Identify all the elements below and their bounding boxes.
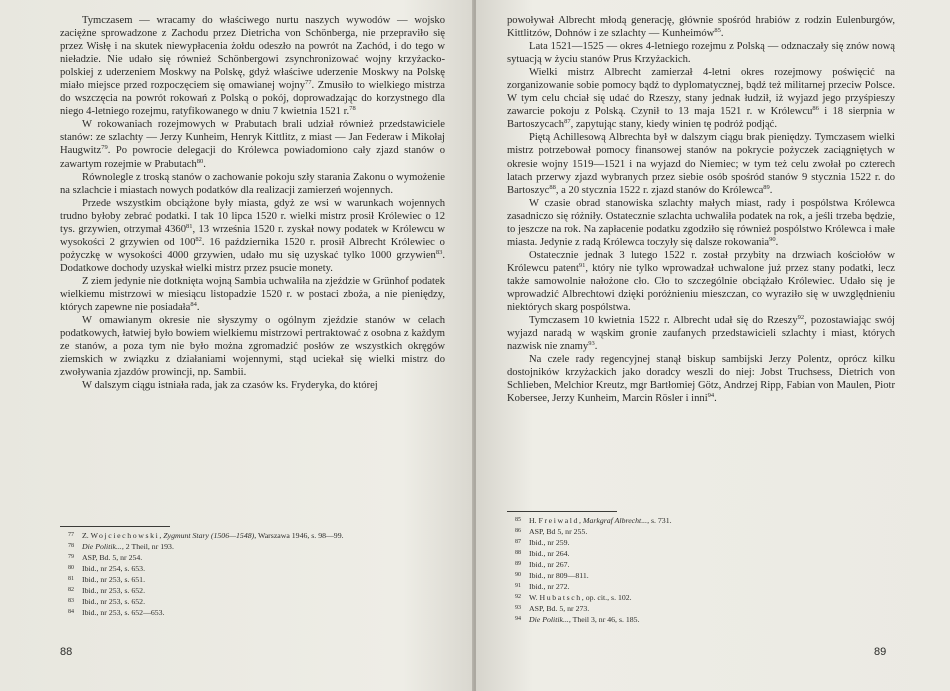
footnote-ref: 91 (578, 261, 586, 269)
text-run: Tymczasem 10 kwietnia 1522 r. Albrecht udał się do Rzeszy (529, 315, 798, 327)
footnote-ref: 89 (763, 183, 770, 191)
text-run: . (720, 28, 724, 40)
text-run: ASP, Bd. 5, nr 273. (529, 604, 590, 613)
text-run: . (203, 158, 206, 170)
paragraph (60, 171, 445, 197)
text-run: W omawianym okresie nie słyszymy o ogólnym zjeździe stanów w celach podatkowych, łatwiej było bowiem wielkiemu mistrzowi pertraktować z osobna z każdym ze stanów, a poza tym nie było można zgromadzić posłów ze wszystkich okręgów ziemskich w związku z działaniami wojennymi, stąd uciekał się wielki mistrz do zwoływania zjazdów prowincji, np. Sambii. (60, 315, 445, 379)
left-page-number: 88 (60, 646, 73, 658)
paragraph (60, 14, 445, 118)
text-run: Ibid., nr 253, s. 651. (82, 575, 146, 584)
footnote-number: 89 (515, 561, 521, 567)
footnote (507, 537, 895, 548)
right-body-text (507, 14, 895, 405)
paragraph (60, 379, 445, 392)
footnote-number: 78 (68, 543, 74, 549)
paragraph (507, 249, 895, 314)
footnote-number: 79 (68, 554, 74, 560)
footnote (507, 614, 895, 625)
footnote (60, 563, 445, 574)
footnote (507, 548, 895, 559)
left-body-text (60, 14, 445, 392)
text-run: , a 20 stycznia 1522 r. zjazd stanów do Królewca (555, 184, 764, 196)
right-footnote-rule (507, 511, 617, 512)
footnote (507, 592, 895, 603)
footnote-ref: 92 (797, 314, 805, 322)
text-run: . (196, 302, 200, 314)
footnote (507, 559, 895, 570)
footnote-ref: 77 (305, 79, 312, 87)
footnote-ref: 81 (186, 222, 193, 230)
footnote (507, 526, 895, 537)
text-run: . (769, 184, 773, 196)
paragraph (60, 314, 445, 379)
footnote-number: 94 (515, 616, 521, 622)
paragraph (507, 314, 895, 353)
footnote (507, 581, 895, 592)
footnote-ref: 80 (196, 157, 204, 165)
footnote-ref: 94 (707, 392, 715, 400)
footnote-ref: 86 (812, 105, 819, 113)
text-run: Tymczasem — wracamy do właściwego nurtu naszych wywodów — wojsko zaciężne sprowadzone z Zachodu przez Dietricha von Schönberga, nie przepraviło się przez Wisłę i na skutek niewypłacenia żołdu odeszło na powrót na Zachód, i do tego w nieładzie. Nie udało się również Schönbergowi zsynchronizować wojny krzyżacko-polskiej z uderzeniem Moskwy na Polskę, gdyż właściwe uderzenie Moskwy na Polskę miało miejsce przed rozpoczęciem się omawianej wojny (60, 15, 445, 92)
footnote-number: 85 (515, 517, 521, 523)
text-run: , który nie tylko wprowadzał uchwalone już przez stany podatki, lecz także samowolnie nałożone cło. Cło to szczególnie obciążało Królewiec. Udało się je wprowadzić Albrechtowi dzięki poróżnieniu mieszczan, co wyraziło się w uwzględnieniu niektórych skarg pospólstwa. (507, 262, 895, 314)
footnote (60, 530, 445, 541)
text-run: Piętą Achillesową Albrechta był w dalszym ciągu brak pieniędzy. Tymczasem wielki mistrz potrzebował pomocy finansowej stanów na pokrycie pożyczek zaciągniętych w okresie wojny 1519—1521 i na wyjazd do Niemiec; w tym też celu zwołał po czterech latach przerwy zjazd wybranych przez siebie osób spośród stanów 9 stycznia 1522 r. do Bartoszyc (507, 132, 895, 196)
text-run: Z. (82, 531, 91, 540)
footnote-number: 92 (515, 594, 521, 600)
text-run: Ostatecznie jednak 3 lutego 1522 r. został przybity na drzwiach kościołów w Królewcu patent (507, 249, 895, 274)
footnote-number: 88 (515, 550, 521, 556)
text-run: Ibid., nr 253, s. 652. (82, 597, 146, 606)
paragraph (60, 118, 445, 170)
footnote-ref: 79 (101, 144, 108, 152)
text-run: , Theil 3, nr 46, s. 185. (568, 615, 640, 624)
footnote (507, 570, 895, 581)
author-name: Wojciechowski (90, 531, 160, 540)
text-run: W czasie obrad stanowiska szlachty małych miast, rady i pospólstwa Królewca zasadniczo się różniły. Ostatecznie szlachta uchwaliła podatek na rok, a jeśli trzeba będzie, to jeszcze na rok. Na zapłacenie podatku zgodziło się również pospólstwo Królewca i małe miasta. Jedynie z radą Królewca toczyły się dalsze rokowania (507, 197, 895, 248)
author-name: Hubatsch (539, 593, 582, 602)
footnote-number: 82 (68, 587, 74, 593)
paragraph (507, 40, 895, 66)
text-run: , 2 Theil, nr 193. (121, 542, 174, 551)
footnote (60, 552, 445, 563)
footnote-number: 84 (68, 609, 74, 615)
text-run: Ibid., nr 253, s. 652. (82, 586, 146, 595)
author-name: Freiwald (538, 516, 580, 525)
text-run: . (775, 236, 779, 248)
left-footnote-rule (60, 526, 170, 527)
footnote-number: 87 (515, 539, 521, 545)
text-run: Na czele rady regencyjnej stanął biskup sambijski Jerzy Polentz, oprócz kilku dostojników krzyżackich jako doradcy weszli do niej: Jobst Truchsess, Dietrich von Schlieben, Melchior Kreutz, mgr Bartłomiej Götz, Andrzej Ripp, Fabian von Maulen, Piotr Kobersee, Jerzy Kunheim, Marcin Rösler i inni (507, 354, 895, 405)
footnote (507, 515, 895, 526)
footnote-ref: 82 (195, 235, 202, 243)
italic-title: Die Politik... (82, 542, 122, 551)
text-run: Ibid., nr 254, s. 653. (82, 564, 146, 573)
footnote (60, 541, 445, 552)
footnote (60, 607, 445, 618)
text-run: ASP, Bd. 5, nr 254. (82, 553, 143, 562)
italic-title: Markgraf Albrecht... (582, 516, 648, 525)
text-run: Przede wszystkim obciążone były miasta, gdyż ze wsi w warunkach wojennych trudno byłoby zebrać podatki. I tak 10 lipca 1520 r. wielki mistrz prosił Królewiec o 12 tys. grzywien, otrzymał 4360 (60, 197, 445, 235)
text-run: Ibid., nr 272. (529, 582, 570, 591)
paragraph (60, 275, 445, 314)
footnote-ref: 83 (435, 248, 443, 256)
text-run: Lata 1521—1525 — okres 4-letniego rozejmu z Polską — odznaczały się znów nową sytuacją w życiu stanów Prus Krzyżackich. (507, 41, 895, 66)
footnote-ref: 90 (769, 235, 776, 243)
text-run: . Zmusiło to wielkiego mistrza do wszczęcia na powrót rokowań z Polską o pokój, doprowadzając do korzystnego dla niego 4-letniego rozejmu, ratyfikowanego w dniu 7 kwietnia 1521 r. (60, 80, 445, 118)
text-run: . (714, 393, 717, 405)
text-run: , Warszawa 1946, s. 98—99. (254, 531, 344, 540)
italic-title: Die Politik... (529, 615, 569, 624)
text-run: , (579, 516, 583, 525)
text-run: H. (529, 516, 539, 525)
footnote-number: 86 (515, 528, 521, 534)
text-run: W dalszym ciągu istniała rada, jak za czasów ks. Fryderyka, do której (82, 380, 378, 392)
footnote-ref: 93 (588, 340, 595, 348)
text-run: W. (529, 593, 540, 602)
paragraph (507, 14, 895, 40)
footnote (507, 603, 895, 614)
right-page (476, 0, 950, 691)
text-run: Wielki mistrz Albrecht zamierzał 4-letni okres rozejmowy poświęcić na zorganizowanie sobie pomocy bądź to dyplomatycznej, bądź też militarnej przeciw Polsce. W tym celu chciał się udać do Rzeszy, stany jednak łudził, iż wyjazd jego przyśpieszy zawarcie pokoju z Polską. Czynił to 13 maja 1521 r. w Królewcu (507, 67, 895, 118)
text-run: Z ziem jedynie nie dotknięta wojną Sambia uchwaliła na zjeździe w Grünhof podatek wielkiemu mistrzowi w miesiącu listopadzie 1520 r. w postaci zboża, a nie pieniędzy, których zapewne nie posiadała (60, 275, 446, 314)
paragraph (507, 131, 895, 196)
footnote-number: 93 (515, 605, 521, 611)
left-page (0, 0, 474, 691)
paragraph (507, 353, 895, 405)
text-run: . (594, 341, 598, 353)
paragraph (507, 66, 895, 131)
text-run: , op. cit., s. 102. (581, 593, 632, 602)
text-run: . Po powrocie delegacji do Królewca powiadomiono cały zjazd stanów o zawartym rozejmie w Prabutach (60, 145, 445, 170)
footnote-number: 83 (68, 598, 74, 604)
footnote-number: 90 (515, 572, 521, 578)
footnote-number: 91 (515, 583, 521, 589)
footnote-ref: 87 (564, 118, 571, 126)
text-run: Równolegle z troską stanów o zachowanie pokoju szły starania Zakonu o wymożenie na szlachcie i miastach nowych podatków dla realizacji zamierzeń wojennych. (60, 171, 445, 196)
text-run: , pozostawiając swój wyjazd naradą w wąskim gronie zaufanych przedstawicieli szlachty i miast, których nazwisk nie znamy (507, 315, 895, 353)
paragraph (60, 197, 445, 275)
text-run: W rokowaniach rozejmowych w Prabutach brali udział również przedstawiciele stanów: ze szlachty — Jerzy Kunheim, Henryk Kittlitz, z miast — Jan Federaw i Mikołaj Haugwitz (60, 119, 445, 157)
text-run: Ibid., nr 809—811. (529, 571, 589, 580)
footnote-number: 80 (68, 565, 74, 571)
text-run: powoływał Albrecht młodą generację, głównie spośród hrabiów z rodzin Eulenburgów, Kittlitzów, Dohnów i ze szlachty — Kunheimów (507, 15, 895, 40)
text-run: . 16 października 1520 r. prosił Albrecht Królewiec o pożyczkę w wysokości 4000 grzywien, udało mu się uzyskać tylko 1000 grzywien (60, 236, 445, 261)
footnote-number: 77 (68, 532, 74, 538)
text-run: i 18 sierpnia w Bartoszycach (507, 106, 895, 131)
text-run: Ibid., nr 259. (529, 538, 570, 547)
footnote-ref: 88 (549, 183, 556, 191)
footnote (60, 585, 445, 596)
text-run: , s. 731. (647, 516, 672, 525)
italic-title: Zygmunt Stary (1506—1548) (163, 531, 255, 540)
right-footnotes (507, 515, 895, 625)
left-footnotes (60, 530, 445, 618)
text-run: , 13 września 1520 r. zyskał nowy podatek w Królewcu w wysokości 2 grzywien od 100 (60, 223, 445, 248)
footnote (60, 596, 445, 607)
footnote-ref: 78 (349, 105, 356, 113)
footnote (60, 574, 445, 585)
text-run: , zapytując stany, kiedy winien tę podróż podjąć. (570, 119, 777, 131)
footnote-ref: 85 (714, 27, 721, 35)
footnote-ref: 84 (190, 301, 197, 309)
right-page-number: 89 (874, 646, 887, 658)
text-run: . Dodatkowe dochody uzyskał wielki mistrz przez psucie monety. (60, 249, 445, 274)
paragraph (507, 197, 895, 249)
text-run: , (159, 531, 164, 540)
text-run: Ibid., nr 264. (529, 549, 570, 558)
text-run: Ibid., nr 267. (529, 560, 570, 569)
text-run: Ibid., nr 253, s. 652—653. (82, 608, 165, 617)
footnote-number: 81 (68, 576, 74, 582)
text-run: ASP, Bd 5, nr 255. (529, 527, 588, 536)
